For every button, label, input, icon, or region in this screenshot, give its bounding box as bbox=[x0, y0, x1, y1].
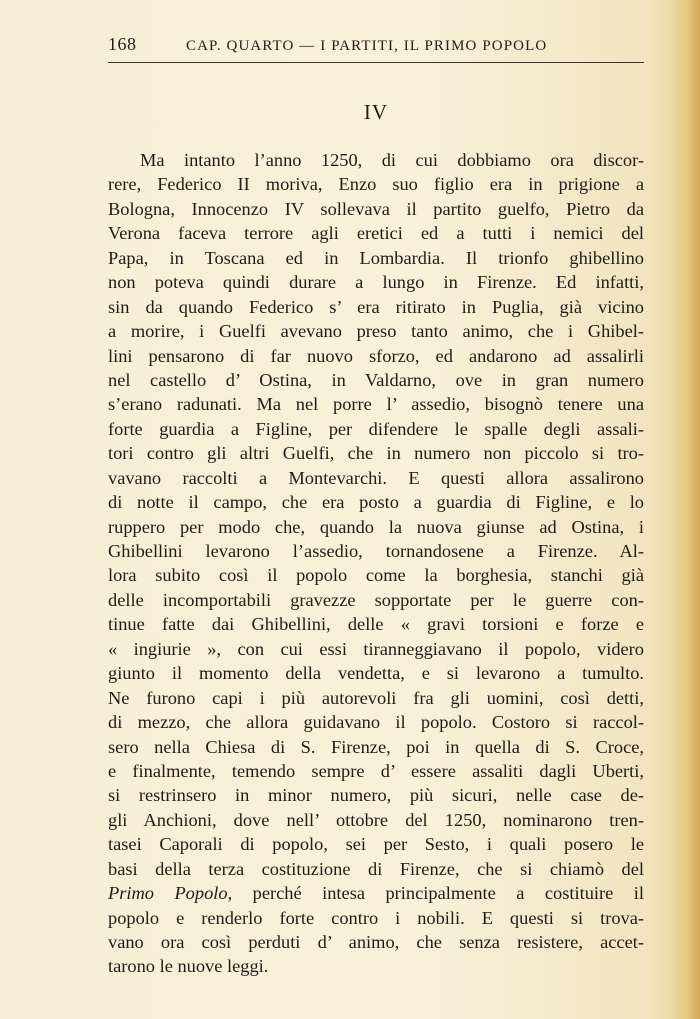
section-heading: IV bbox=[363, 100, 389, 124]
page-edge-stain bbox=[672, 0, 700, 1019]
running-head: CAP. QUARTO — I PARTITI, IL PRIMO POPOLO bbox=[186, 38, 548, 54]
text-line: Ghibellini levarono l’assedio, tornandosene a Firenze. Al- bbox=[108, 541, 644, 561]
text-line: a morire, i Guelfi avevano preso tanto animo, che i Ghibel- bbox=[108, 321, 644, 342]
text-line: Bologna, Innocenzo IV sollevava il partito guelfo, Pietro da bbox=[108, 198, 644, 219]
header-rule bbox=[108, 62, 644, 63]
text-line: nel castello d’ Ostina, in Valdarno, ove in gran numero bbox=[108, 369, 644, 390]
text-line: sin da quando Federico s’ era ritirato in Puglia, già vicino bbox=[108, 296, 644, 317]
text-line: vano ora così perduti d’ animo, che senza resistere, accet- bbox=[108, 932, 644, 952]
text-line: tinue fatte dai Ghibellini, delle « gravi torsioni e forze e bbox=[108, 614, 644, 635]
page-number: 168 bbox=[108, 34, 137, 54]
italic-phrase: Primo Popolo bbox=[108, 883, 228, 904]
text-line: si restrinsero in minor numero, più sicuri, nelle case de- bbox=[108, 785, 644, 806]
text-line: forte guardia a Figline, per difendere le spalle degli assali- bbox=[108, 418, 644, 439]
text-line: delle incomportabili gravezze sopportate per le guerre con- bbox=[108, 589, 644, 610]
text-line: rere, Federico II moriva, Enzo suo figlio era in prigione a bbox=[108, 174, 644, 195]
text-line: Papa, in Toscana ed in Lombardia. Il trionfo ghibellino bbox=[108, 247, 644, 268]
text-line: ruppero per modo che, quando la nuova giunse ad Ostina, i bbox=[108, 516, 644, 537]
text-line: tarono le nuove leggi. bbox=[108, 956, 269, 977]
text-line: gli Anchioni, dove nell’ ottobre del 1250, nominarono tren- bbox=[108, 809, 644, 830]
text-line: di notte il campo, che era posto a guardia di Figline, e lo bbox=[108, 492, 644, 513]
text-line: Ne furono capi i più autorevoli fra gli uomini, così detti, bbox=[108, 687, 644, 708]
text-line: sero nella Chiesa di S. Firenze, poi in quella di S. Croce, bbox=[108, 736, 644, 757]
text-line: vavano raccolti a Montevarchi. E questi allora assalirono bbox=[108, 467, 644, 488]
text-line: Ma intanto l’anno 1250, di cui dobbiamo ora discor- bbox=[140, 150, 644, 170]
italic-suffix: , perché bbox=[227, 883, 302, 904]
text-line: non poteva quindi durare a lungo in Firenze. Ed infatti, bbox=[108, 272, 644, 293]
text-line: giunto il momento della vendetta, e si levarono a tumulto. bbox=[108, 663, 644, 684]
text-line: basi della terza costituzione di Firenze, che si chiamò del bbox=[108, 858, 644, 879]
text-line: lora subito così il popolo come la borghesia, stanchi già bbox=[108, 565, 644, 586]
body-text bbox=[108, 148, 644, 979]
text-line-tail: intesa principalmente a costituire il bbox=[322, 883, 644, 904]
text-line: s’erano radunati. Ma nel porre l’ assedio, bisognò tenere una bbox=[108, 394, 644, 415]
text-line: popolo e renderlo forte contro i nobili. E questi si trova- bbox=[108, 907, 644, 928]
running-header bbox=[108, 34, 644, 56]
text-line: lini pensarono di far nuovo sforzo, ed andarono ad assalirli bbox=[108, 345, 644, 366]
text-line: tasei Caporali di popolo, sei per Sesto, i quali posero le bbox=[108, 834, 644, 855]
text-line: Verona faceva terrore agli eretici ed a tutti i nemici del bbox=[108, 223, 644, 244]
text-line: tori contro gli altri Guelfi, che in numero non piccolo si tro- bbox=[108, 443, 644, 464]
text-line: « ingiurie », con cui essi tiranneggiavano il popolo, videro bbox=[108, 638, 644, 659]
text-line: di mezzo, che allora guidavano il popolo. Costoro si raccol- bbox=[108, 712, 644, 733]
text-line-mixed bbox=[108, 881, 644, 905]
text-line: e finalmente, temendo sempre d’ essere assaliti dagli Uberti, bbox=[108, 760, 644, 781]
